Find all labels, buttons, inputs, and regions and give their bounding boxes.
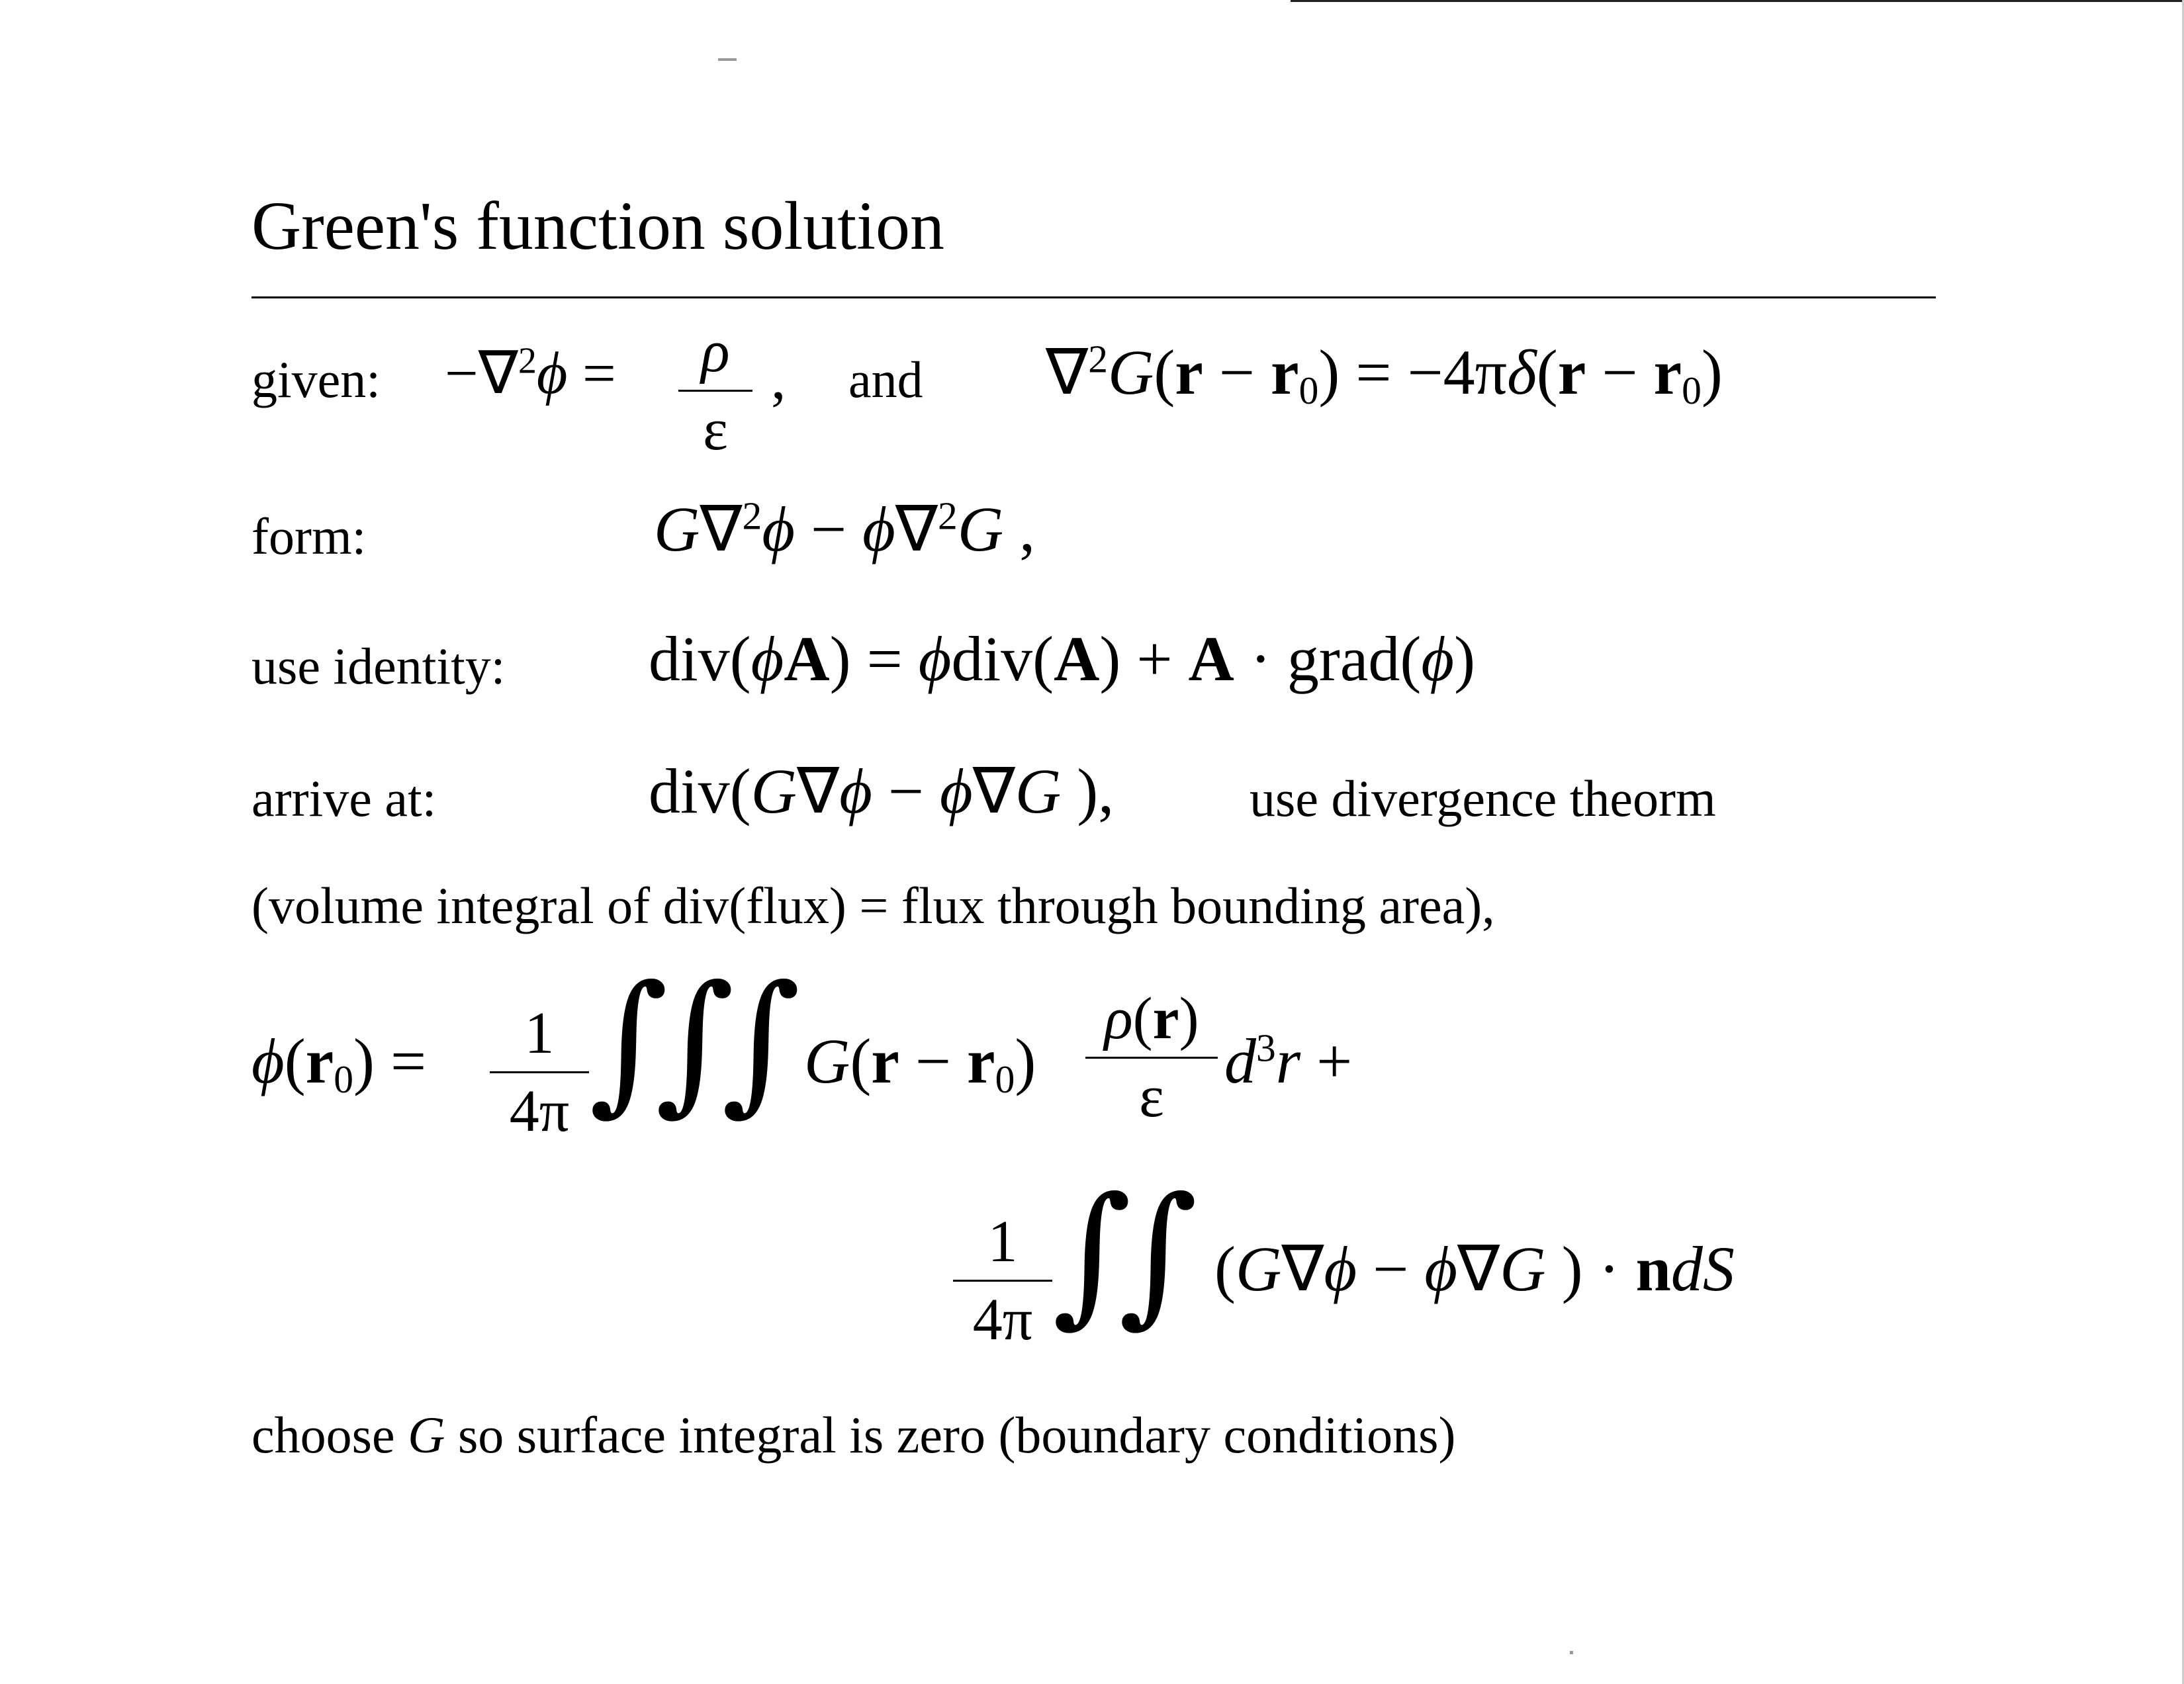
page-title: Green's function solution <box>251 188 945 264</box>
equals-minus-4pi: ) = −4π <box>1318 337 1508 408</box>
r-vector: r <box>1271 337 1299 408</box>
phi-symbol: ϕ <box>1424 1233 1458 1304</box>
scan-speck <box>1570 1651 1573 1654</box>
r-vector: r <box>871 1026 899 1096</box>
scan-top-edge-line <box>1291 0 2184 2</box>
rho-numerator: ρ <box>701 319 730 384</box>
dot-operator: ) · <box>1545 1233 1636 1304</box>
paren: ( <box>284 1026 306 1096</box>
G-symbol: G <box>1500 1233 1546 1304</box>
nabla-symbol: ∇ <box>1046 337 1089 408</box>
fraction-bar <box>1085 1057 1218 1059</box>
phi-symbol: ϕ <box>251 1026 285 1096</box>
phi-symbol: ϕ <box>1421 623 1455 694</box>
G-symbol: G <box>408 1406 445 1464</box>
G-symbol: G <box>751 756 797 826</box>
rho-symbol: ρ <box>1104 986 1133 1051</box>
integral-sign: ∫ <box>721 953 801 1130</box>
r-vector: r <box>305 1026 334 1096</box>
paren: ( <box>1214 1233 1236 1304</box>
divergence-theorem-note: use divergence theorm <box>1250 770 1716 827</box>
poisson-equation <box>445 340 616 406</box>
G-symbol: G <box>804 1026 850 1096</box>
plus-sign: + <box>1300 1026 1353 1096</box>
paren: ) <box>1701 337 1723 408</box>
paren: ) <box>1015 1026 1036 1096</box>
paren: ( <box>850 1026 872 1096</box>
and-word: and <box>848 351 923 408</box>
phi-symbol: ϕ <box>1324 1233 1357 1304</box>
A-vector: A <box>1054 623 1100 694</box>
r-vector: r <box>967 1026 995 1096</box>
minus-sign: − <box>872 756 940 826</box>
d-symbol: d <box>1670 1233 1703 1304</box>
comma: , <box>771 346 786 412</box>
conclusion-part: so surface integral is zero (boundary conditions) <box>445 1406 1456 1464</box>
A-vector: A <box>1188 623 1234 694</box>
exponent: 2 <box>742 494 762 538</box>
plus-sign: ) + <box>1099 623 1189 694</box>
G-symbol: G <box>1107 337 1154 408</box>
A-vector: A <box>784 623 830 694</box>
equals-sign: ) = <box>353 1026 427 1096</box>
G-symbol: G <box>957 494 1004 564</box>
div-operator: div( <box>649 623 751 694</box>
paren: ) <box>1179 986 1199 1051</box>
phi-symbol: ϕ <box>536 341 568 406</box>
nabla-symbol: ∇ <box>895 494 938 564</box>
arrive-label: arrive at: <box>251 770 437 827</box>
nabla-symbol: −∇ <box>445 341 518 406</box>
phi-r0-lhs <box>251 1026 427 1101</box>
phi-symbol: ϕ <box>862 494 895 564</box>
rho-r-over-epsilon-fraction <box>1085 985 1218 1131</box>
r-vector: r <box>1175 337 1203 408</box>
G-symbol: G <box>1235 1233 1282 1304</box>
subscript: 0 <box>1298 368 1319 412</box>
phi-symbol: ϕ <box>751 623 784 694</box>
paren: ( <box>1536 337 1558 408</box>
nabla-symbol: ∇ <box>700 494 743 564</box>
subscript: 0 <box>1682 368 1702 412</box>
identity-expression <box>649 623 1476 694</box>
nabla-symbol: ∇ <box>1281 1233 1324 1304</box>
nabla-symbol: ∇ <box>796 756 840 826</box>
form-label: form: <box>251 508 367 565</box>
paren: ( <box>1154 337 1175 408</box>
scan-speck <box>718 58 737 61</box>
equals-sign: = <box>582 341 616 406</box>
integral-sign: ∫ <box>1052 1165 1132 1342</box>
integral-sign: ∫ <box>1118 1165 1198 1342</box>
fraction-bar <box>678 390 752 392</box>
exponent: 2 <box>1088 337 1108 381</box>
one-over-4pi-fraction <box>953 1208 1052 1354</box>
given-label: given: <box>251 351 381 408</box>
rho-over-epsilon-fraction <box>678 318 752 464</box>
r-vector: r <box>1557 337 1586 408</box>
numerator <box>1085 985 1218 1053</box>
integral-sign: ∫ <box>655 953 735 1130</box>
conclusion-text <box>251 1406 1456 1464</box>
nabla-symbol: ∇ <box>1457 1233 1500 1304</box>
fraction-bar <box>953 1280 1052 1282</box>
G-symbol: G <box>1015 756 1062 826</box>
epsilon-denominator: ε <box>703 397 728 463</box>
integral-sign: ∫ <box>589 953 668 1130</box>
exponent: 2 <box>518 340 537 382</box>
subscript: 0 <box>995 1057 1015 1101</box>
conclusion-part: choose <box>251 1406 408 1464</box>
minus-sign: − <box>1586 337 1654 408</box>
phi-symbol: ϕ <box>762 494 795 564</box>
paren: ( <box>1132 986 1153 1051</box>
nabla-symbol: ∇ <box>972 756 1015 826</box>
phi-symbol: ϕ <box>839 756 872 826</box>
form-expression <box>654 494 1036 564</box>
exponent: 3 <box>1256 1026 1276 1070</box>
denominator: 4π <box>972 1287 1033 1352</box>
identity-label: use identity: <box>251 637 506 695</box>
S-symbol: S <box>1702 1233 1735 1304</box>
G-symbol: G <box>654 494 700 564</box>
equals-sign: ) = <box>829 623 919 694</box>
arrive-expression <box>649 756 1115 826</box>
exponent: 2 <box>938 494 958 538</box>
one-over-4pi-fraction <box>490 999 589 1145</box>
minus-sign: − <box>899 1026 968 1096</box>
grad-operator: · grad( <box>1234 623 1422 694</box>
subscript: 0 <box>334 1057 354 1101</box>
div-operator: div( <box>649 756 751 826</box>
numerator: 1 <box>524 1000 555 1066</box>
denominator: 4π <box>509 1079 570 1144</box>
paren: ), <box>1061 756 1115 826</box>
minus-sign: − <box>1357 1233 1425 1304</box>
fraction-bar <box>490 1071 589 1073</box>
phi-symbol: ϕ <box>940 756 973 826</box>
comma: , <box>1003 494 1036 564</box>
minus-sign: − <box>795 494 863 564</box>
r-symbol: r <box>1275 1026 1301 1096</box>
div-operator: div( <box>951 623 1054 694</box>
d-symbol: d <box>1224 1026 1256 1096</box>
minus-sign: − <box>1203 337 1271 408</box>
surface-integrand <box>1214 1233 1735 1304</box>
title-rule <box>251 296 1936 298</box>
volume-integral-note: (volume integral of div(flux) = flux through bounding area), <box>251 877 1495 934</box>
paren: ) <box>1454 623 1476 694</box>
volume-element <box>1224 1026 1353 1096</box>
epsilon-denominator: ε <box>1139 1064 1164 1130</box>
phi-symbol: ϕ <box>918 623 952 694</box>
volume-integrand <box>804 1026 1036 1101</box>
greens-function-equation <box>1046 337 1723 412</box>
n-vector: n <box>1635 1233 1671 1304</box>
numerator: 1 <box>987 1209 1018 1274</box>
r-vector: r <box>1653 337 1682 408</box>
delta-symbol: δ <box>1507 337 1537 408</box>
r-vector: r <box>1152 986 1179 1051</box>
